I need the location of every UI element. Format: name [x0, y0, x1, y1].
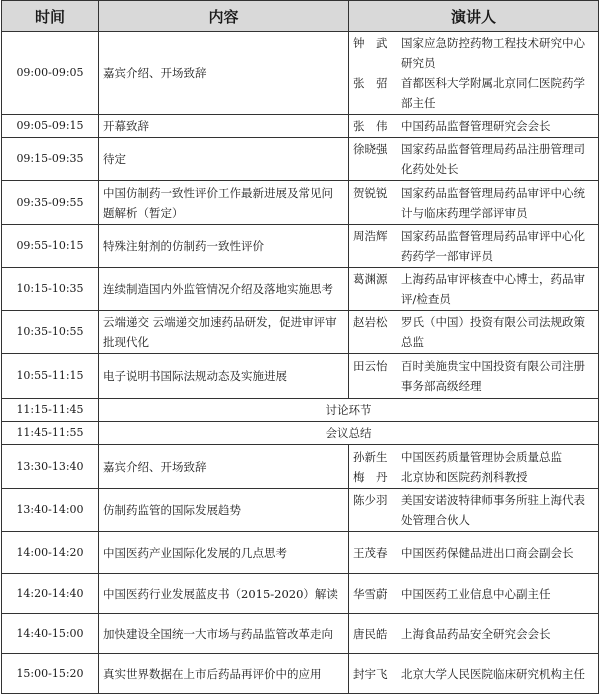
agenda-row	[2, 225, 599, 268]
content-cell: 特殊注射剂的仿制药一致性评价	[99, 225, 349, 268]
content-cell: 云端递交 云端递交加速药品研发，促进审评审批现代化	[99, 311, 349, 354]
speaker-affiliation: 中国医药工业信息中心副主任	[401, 586, 551, 601]
speaker-entry	[353, 269, 594, 309]
speaker-name: 钟 武	[353, 36, 388, 50]
content-cell: 开幕致辞	[99, 115, 349, 138]
speaker-name: 田云怡	[353, 359, 388, 373]
content-cell: 仿制药监管的国际发展趋势	[99, 489, 349, 532]
agenda-row	[2, 654, 599, 694]
speaker-cell	[349, 181, 599, 225]
content-cell: 真实世界数据在上市后药品再评价中的应用	[99, 654, 349, 694]
time-cell: 10:55-11:15	[2, 354, 99, 399]
agenda-row	[2, 574, 599, 614]
speaker-name: 封宇飞	[353, 666, 388, 681]
speaker-name: 梅 丹	[353, 469, 388, 484]
speaker-entry	[353, 356, 594, 396]
speaker-affiliation: 北京协和医院药剂科教授	[401, 469, 528, 484]
speaker-affiliation: 国家药品监督管理局药品注册管理司化药处处长	[401, 142, 585, 176]
agenda-row	[2, 354, 599, 399]
time-cell: 09:55-10:15	[2, 225, 99, 268]
speaker-affiliation: 美国安诺波特律师事务所驻上海代表处管理合伙人	[401, 493, 585, 527]
speaker-entry	[353, 226, 594, 266]
speaker-cell	[349, 654, 599, 694]
agenda-row	[2, 181, 599, 225]
header-content: 内容	[99, 1, 349, 32]
speaker-cell	[349, 614, 599, 654]
speaker-name: 葛渊源	[353, 272, 388, 286]
speaker-entry	[353, 543, 594, 563]
speaker-affiliation: 北京大学人民医院临床研究机构主任	[401, 666, 585, 681]
time-cell: 09:15-09:35	[2, 138, 99, 181]
content-cell: 待定	[99, 138, 349, 181]
session-label: 会议总结	[99, 422, 599, 445]
speaker-affiliation: 国家应急防控药物工程技术研究中心研究员	[401, 36, 585, 70]
speaker-entry	[353, 584, 594, 604]
speaker-name: 陈少羽	[353, 493, 388, 507]
speaker-cell	[349, 32, 599, 115]
header-speaker: 演讲人	[349, 1, 599, 32]
speaker-entry	[353, 467, 594, 487]
speaker-affiliation: 上海食品药品安全研究会会长	[401, 626, 551, 641]
speaker-affiliation: 罗氏（中国）投资有限公司法规政策总监	[401, 315, 585, 349]
speaker-affiliation: 国家药品监督管理局药品审评中心统计与临床药理学部评审员	[401, 185, 585, 220]
speaker-name: 唐民皓	[353, 626, 388, 641]
speaker-affiliation: 中国医药保健品进出口商会副会长	[401, 545, 574, 560]
speaker-cell	[349, 115, 599, 138]
time-cell: 15:00-15:20	[2, 654, 99, 694]
speaker-name: 周浩辉	[353, 229, 388, 243]
time-cell: 10:35-10:55	[2, 311, 99, 354]
speaker-entry	[353, 312, 594, 352]
speaker-name: 张 弨	[353, 76, 388, 90]
agenda-row	[2, 268, 599, 311]
agenda-body	[2, 32, 599, 694]
speaker-entry	[353, 447, 594, 467]
agenda-row	[2, 399, 599, 422]
agenda-table	[1, 0, 599, 694]
header-row	[2, 1, 599, 32]
content-cell: 嘉宾介绍、开场致辞	[99, 32, 349, 115]
agenda-row	[2, 422, 599, 445]
speaker-name: 张 伟	[353, 119, 388, 133]
speaker-affiliation: 国家药品监督管理局药品审评中心化药药学一部审评员	[401, 229, 585, 263]
content-cell: 加快建设全国统一大市场与药品监管改革走向	[99, 614, 349, 654]
speaker-name: 王茂春	[353, 545, 388, 560]
speaker-name: 华雪蔚	[353, 586, 388, 601]
speaker-affiliation: 中国医药质量管理协会质量总监	[401, 449, 562, 464]
agenda-row	[2, 532, 599, 574]
time-cell: 13:40-14:00	[2, 489, 99, 532]
time-cell: 14:40-15:00	[2, 614, 99, 654]
agenda-row	[2, 614, 599, 654]
speaker-entry	[353, 490, 594, 530]
speaker-name: 孙新生	[353, 449, 388, 464]
speaker-name: 赵岩松	[353, 315, 388, 329]
time-cell: 09:05-09:15	[2, 115, 99, 138]
agenda-row	[2, 115, 599, 138]
speaker-affiliation: 上海药品审评核查中心博士，药品审评/检查员	[401, 272, 585, 306]
agenda-row	[2, 489, 599, 532]
speaker-name: 贺锐锐	[353, 185, 388, 200]
speaker-cell	[349, 311, 599, 354]
agenda-row	[2, 32, 599, 115]
speaker-name: 徐晓强	[353, 142, 388, 156]
content-cell: 电子说明书国际法规动态及实施进展	[99, 354, 349, 399]
time-cell: 14:00-14:20	[2, 532, 99, 574]
speaker-entry	[353, 183, 594, 223]
speaker-cell	[349, 489, 599, 532]
speaker-entry	[353, 73, 594, 113]
content-cell: 中国医药产业国际化发展的几点思考	[99, 532, 349, 574]
time-cell: 09:35-09:55	[2, 181, 99, 225]
session-label: 讨论环节	[99, 399, 599, 422]
speaker-entry	[353, 33, 594, 73]
header-time: 时间	[2, 1, 99, 32]
speaker-cell	[349, 138, 599, 181]
agenda-row	[2, 445, 599, 489]
agenda-row	[2, 138, 599, 181]
speaker-entry	[353, 116, 594, 136]
time-cell: 14:20-14:40	[2, 574, 99, 614]
content-cell: 中国医药行业发展蓝皮书（2015-2020）解读	[99, 574, 349, 614]
content-cell: 嘉宾介绍、开场致辞	[99, 445, 349, 489]
time-cell: 11:45-11:55	[2, 422, 99, 445]
content-cell: 中国仿制药一致性评价工作最新进展及常见问题解析（暂定）	[99, 181, 349, 225]
speaker-entry	[353, 664, 594, 684]
time-cell: 13:30-13:40	[2, 445, 99, 489]
agenda-row	[2, 311, 599, 354]
speaker-entry	[353, 139, 594, 179]
speaker-cell	[349, 445, 599, 489]
speaker-entry	[353, 624, 594, 644]
speaker-affiliation: 百时美施贵宝中国投资有限公司注册事务部高级经理	[401, 359, 585, 393]
speaker-cell	[349, 225, 599, 268]
time-cell: 10:15-10:35	[2, 268, 99, 311]
speaker-affiliation: 中国药品监督管理研究会会长	[401, 119, 551, 133]
time-cell: 09:00-09:05	[2, 32, 99, 115]
speaker-cell	[349, 354, 599, 399]
speaker-cell	[349, 574, 599, 614]
time-cell: 11:15-11:45	[2, 399, 99, 422]
speaker-cell	[349, 532, 599, 574]
speaker-affiliation: 首都医科大学附属北京同仁医院药学部主任	[401, 76, 585, 110]
speaker-cell	[349, 268, 599, 311]
content-cell: 连续制造国内外监管情况介绍及落地实施思考	[99, 268, 349, 311]
